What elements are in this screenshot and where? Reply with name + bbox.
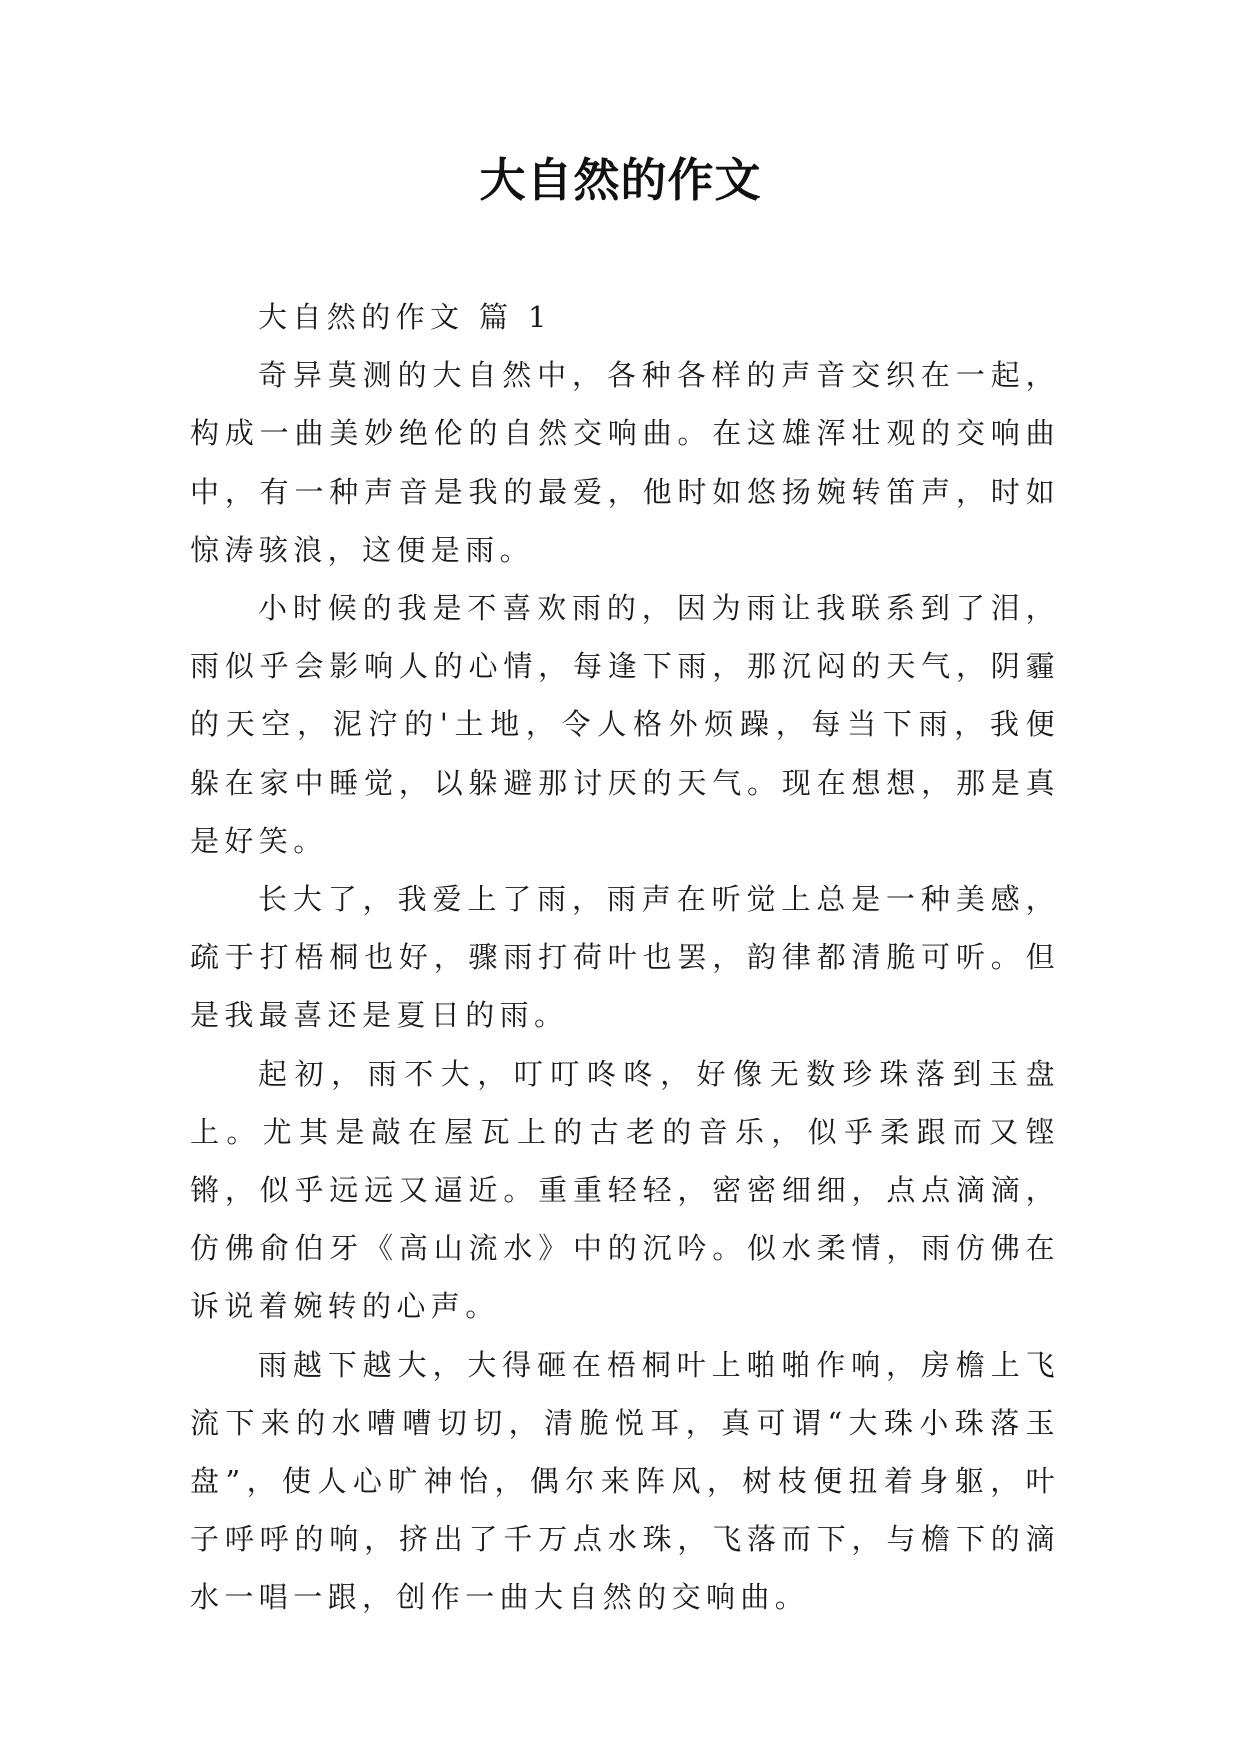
paragraph-3: 长大了，我爱上了雨，雨声在听觉上总是一种美感，疏于打梧桐也好，骤雨打荷叶也罢，韵律都清脆可听。但是我最喜还是夏日的雨。: [190, 882, 1060, 1033]
paragraph-1: 奇异莫测的大自然中，各种各样的声音交织在一起，构成一曲美妙绝伦的自然交响曲。在这雄浑壮观的交响曲中，有一种声音是我的最爱，他时如悠扬婉转笛声，时如惊涛骇浪，这便是雨。: [190, 358, 1060, 567]
document-body: [190, 288, 1060, 1627]
paragraph-2: 小时候的我是不喜欢雨的，因为雨让我联系到了泪，雨似乎会影响人的心情，每逢下雨，那沉闷的天气，阴霾的天空，泥泞的'土地，令人格外烦躁，每当下雨，我便躲在家中睡觉，以躲避那讨厌的天气。现在想想，那是真是好笑。: [190, 591, 1060, 858]
section-heading: 大自然的作文 篇 1: [258, 300, 552, 334]
paragraph-4: 起初，雨不大，叮叮咚咚，好像无数珍珠落到玉盘上。尤其是敲在屋瓦上的古老的音乐，似乎柔跟而又铿锵，似乎远远又逼近。重重轻轻，密密细细，点点滴滴，仿佛俞伯牙《高山流水》中的沉吟。似水柔情，雨仿佛在诉说着婉转的心声。: [190, 1056, 1060, 1324]
paragraph-5: 雨越下越大，大得砸在梧桐叶上啪啪作响，房檐上飞流下来的水嘈嘈切切，清脆悦耳，真可谓“大珠小珠落玉盘”，使人心旷神怡，偶尔来阵风，树枝便扭着身躯，叶子呼呼的响，挤出了千万点水珠，飞落而下，与檐下的滴水一唱一跟，创作一曲大自然的交响曲。: [190, 1347, 1060, 1615]
document-title: 大自然的作文: [479, 153, 762, 207]
